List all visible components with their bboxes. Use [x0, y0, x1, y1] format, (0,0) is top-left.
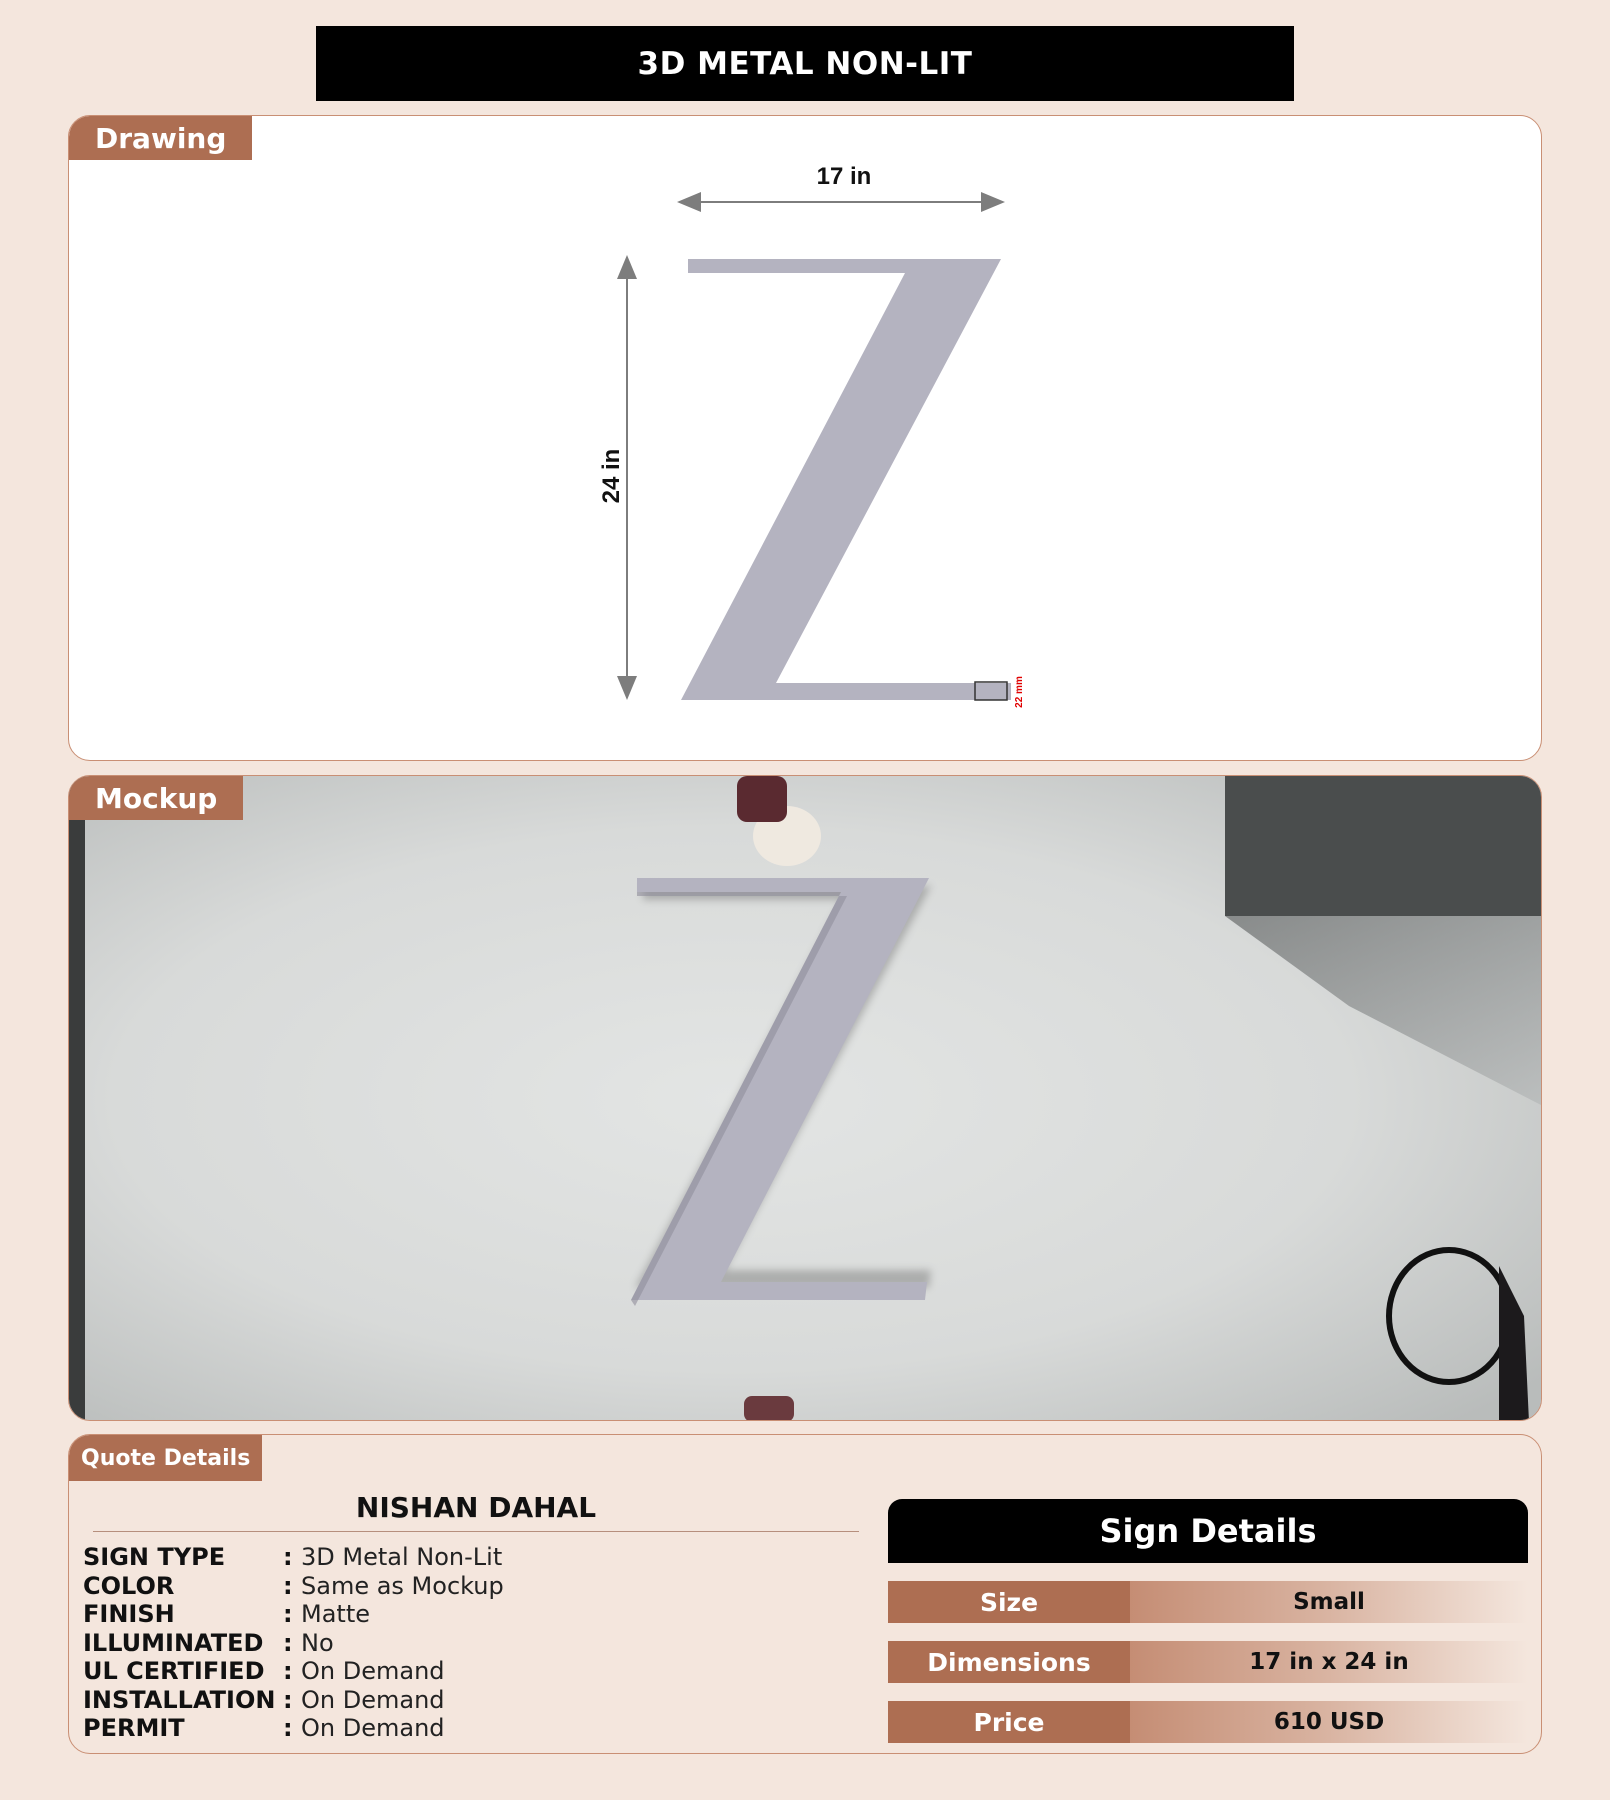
fixture-bottom: [744, 1396, 794, 1421]
spec-label: PERMIT: [83, 1714, 185, 1743]
quote-details-panel: [68, 1434, 1542, 1754]
wall-edge: [69, 776, 85, 1421]
width-dimension-label: 17 in: [816, 163, 872, 190]
drawing-panel: [68, 115, 1542, 761]
spec-colon: :: [283, 1657, 293, 1686]
spec-label: FINISH: [83, 1600, 175, 1629]
quote-details-tab-label: Quote Details: [69, 1435, 262, 1481]
spec-colon: :: [283, 1714, 293, 1743]
mockup-panel: [68, 775, 1542, 1421]
sign-detail-key: Size: [888, 1581, 1130, 1623]
sign-detail-value: 17 in x 24 in: [1130, 1641, 1528, 1683]
page-title: 3D METAL NON-LIT: [316, 26, 1294, 101]
sign-detail-value: 610 USD: [1130, 1701, 1528, 1743]
spec-row: [83, 1686, 504, 1715]
spec-value: On Demand: [301, 1685, 445, 1714]
sign-detail-key: Dimensions: [888, 1641, 1130, 1683]
sign-details-table: [888, 1499, 1528, 1743]
spec-row: [83, 1600, 504, 1629]
spec-row: [83, 1543, 504, 1572]
depth-dimension-label: 22 mm: [1014, 676, 1025, 708]
divider: [93, 1531, 859, 1532]
drawing-canvas: [69, 116, 1542, 761]
spec-value: 3D Metal Non-Lit: [301, 1543, 503, 1572]
spec-colon: :: [283, 1543, 293, 1572]
spec-list: [83, 1543, 504, 1743]
fixture-top-cap: [737, 776, 787, 822]
spec-colon: :: [283, 1628, 293, 1657]
sign-detail-row-size: [888, 1581, 1528, 1623]
spec-label: INSTALLATION: [83, 1685, 276, 1714]
spec-label: SIGN TYPE: [83, 1543, 226, 1572]
sign-detail-key: Price: [888, 1701, 1130, 1743]
wall-box: [1225, 776, 1542, 916]
spec-colon: :: [283, 1600, 293, 1629]
spec-colon: :: [283, 1685, 293, 1714]
sign-details-header: Sign Details: [888, 1499, 1528, 1563]
spec-label: ILLUMINATED: [83, 1628, 264, 1657]
sign-detail-row-dimensions: [888, 1641, 1528, 1683]
spec-row: [83, 1572, 504, 1601]
spec-value: No: [301, 1628, 334, 1657]
drawing-tab-label: Drawing: [69, 116, 252, 160]
spec-label: COLOR: [83, 1571, 175, 1600]
spec-value: Same as Mockup: [301, 1571, 504, 1600]
spec-row: [83, 1657, 504, 1686]
spec-value: Matte: [301, 1600, 370, 1629]
mockup-tab-label: Mockup: [69, 776, 243, 820]
sign-detail-row-price: [888, 1701, 1528, 1743]
sign-detail-value: Small: [1130, 1581, 1528, 1623]
customer-name: NISHAN DAHAL: [355, 1491, 597, 1524]
spec-value: On Demand: [301, 1657, 445, 1686]
spec-label: UL CERTIFIED: [83, 1657, 265, 1686]
spec-row: [83, 1629, 504, 1658]
spec-value: On Demand: [301, 1714, 445, 1743]
spec-colon: :: [283, 1571, 293, 1600]
spec-row: [83, 1714, 504, 1743]
mockup-image: [69, 776, 1542, 1421]
height-dimension-label: 24 in: [598, 448, 625, 504]
letter-z-drawing: [681, 259, 1011, 700]
